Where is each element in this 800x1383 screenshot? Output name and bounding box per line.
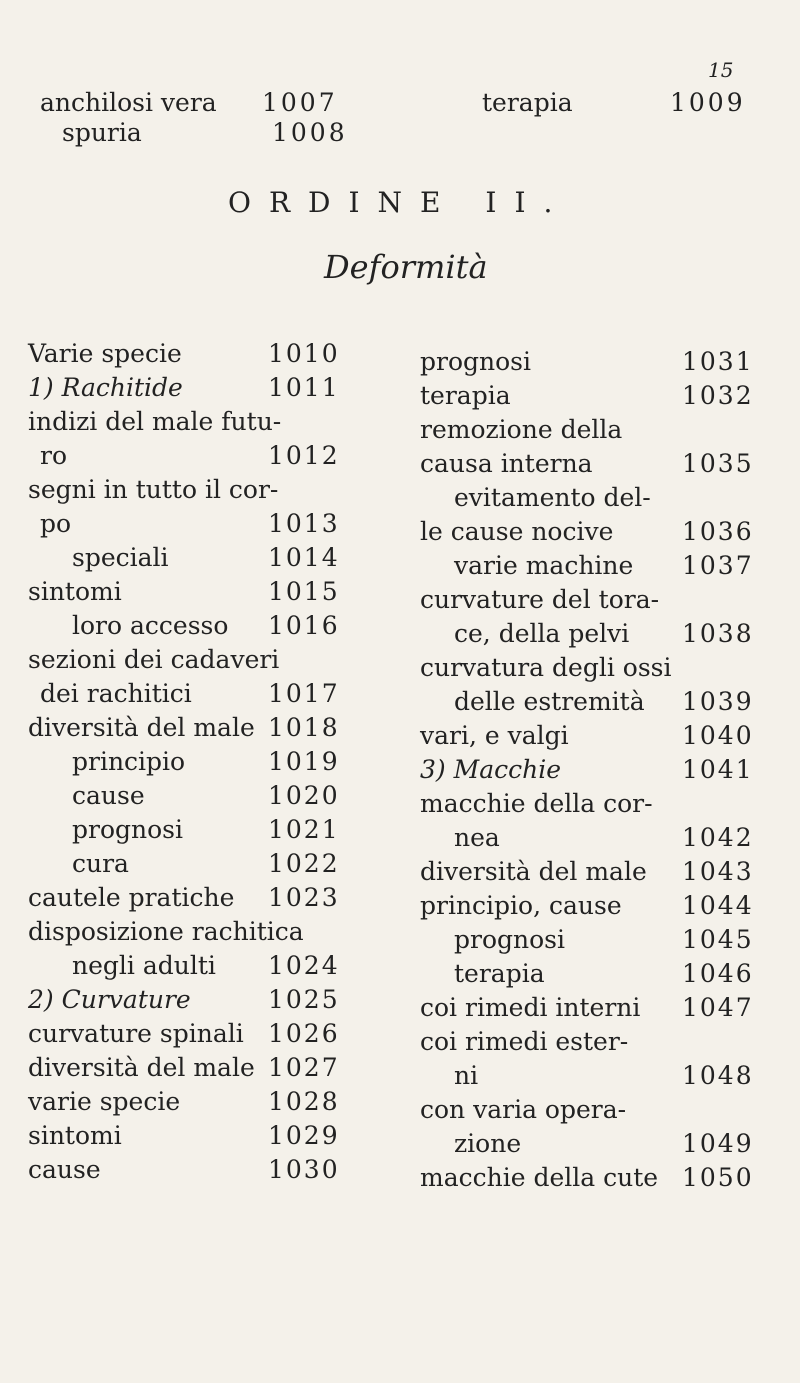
entry-page-number: 1017 <box>268 679 340 708</box>
entry-label: 3) Macchie <box>420 755 562 784</box>
left-index-column <box>28 337 358 1187</box>
entry-label: negli adulti <box>72 951 216 980</box>
index-entry <box>420 617 780 651</box>
index-entry <box>420 991 780 1025</box>
entry-label: diversità del male <box>28 713 255 742</box>
entry-label: con varia opera- <box>420 1095 627 1124</box>
entry-label: coi rimedi interni <box>420 993 641 1022</box>
entry-page-number: 1010 <box>268 339 340 368</box>
index-entry <box>28 541 358 575</box>
header-mid-top: 1007 <box>262 88 338 117</box>
entry-label: evitamento del- <box>454 483 651 512</box>
index-entry <box>28 405 358 439</box>
entry-page-number: 1035 <box>682 449 754 478</box>
index-entry <box>28 1051 358 1085</box>
entry-label: prognosi <box>72 815 183 844</box>
entry-label: dei rachitici <box>40 679 192 708</box>
entry-page-number: 1028 <box>268 1087 340 1116</box>
header-right-label: terapia <box>482 88 573 117</box>
entry-page-number: 1045 <box>682 925 754 954</box>
entry-page-number: 1039 <box>682 687 754 716</box>
entry-page-number: 1046 <box>682 959 754 988</box>
entry-page-number: 1011 <box>268 373 340 402</box>
entry-page-number: 1014 <box>268 543 340 572</box>
index-entry <box>420 413 780 447</box>
entry-page-number: 1018 <box>268 713 340 742</box>
index-entry <box>28 1085 358 1119</box>
entry-label: varie machine <box>454 551 634 580</box>
entry-page-number: 1042 <box>682 823 754 852</box>
entry-page-number: 1025 <box>268 985 340 1014</box>
index-entry <box>420 1127 780 1161</box>
entry-page-number: 1012 <box>268 441 340 470</box>
header-left-top: anchilosi vera <box>40 88 217 117</box>
index-entry <box>28 337 358 371</box>
index-entry <box>28 881 358 915</box>
entry-page-number: 1050 <box>682 1163 754 1192</box>
index-entry <box>420 481 780 515</box>
entry-label: macchie della cor- <box>420 789 653 818</box>
index-entry <box>420 855 780 889</box>
entry-label: ni <box>454 1061 479 1090</box>
index-entry <box>420 583 780 617</box>
entry-page-number: 1021 <box>268 815 340 844</box>
header-left-bottom: spuria <box>62 118 142 147</box>
entry-page-number: 1038 <box>682 619 754 648</box>
right-index-column <box>420 345 780 1195</box>
order-heading: ORDINE II. <box>228 186 571 219</box>
entry-label: zione <box>454 1129 522 1158</box>
index-entry <box>420 1093 780 1127</box>
index-entry <box>420 889 780 923</box>
index-entry <box>28 983 358 1017</box>
entry-page-number: 1049 <box>682 1129 754 1158</box>
entry-label: ce, della pelvi <box>454 619 630 648</box>
entry-label: nea <box>454 823 500 852</box>
entry-label: 2) Curvature <box>28 985 191 1014</box>
entry-label: macchie della cute <box>420 1163 659 1192</box>
entry-label: prognosi <box>420 347 531 376</box>
entry-label: diversità del male <box>28 1053 255 1082</box>
entry-label: diversità del male <box>420 857 647 886</box>
index-entry <box>28 439 358 473</box>
index-entry <box>28 643 358 677</box>
index-entry <box>420 345 780 379</box>
entry-label: curvatura degli ossi <box>420 653 672 682</box>
entry-label: curvature del tora- <box>420 585 660 614</box>
index-entry <box>28 1017 358 1051</box>
entry-page-number: 1027 <box>268 1053 340 1082</box>
entry-label: speciali <box>72 543 169 572</box>
entry-page-number: 1040 <box>682 721 754 750</box>
entry-label: terapia <box>420 381 511 410</box>
entry-label: disposizione rachitica <box>28 917 304 946</box>
index-entry <box>28 677 358 711</box>
entry-label: sintomi <box>28 577 122 606</box>
entry-page-number: 1030 <box>268 1155 340 1184</box>
entry-page-number: 1029 <box>268 1121 340 1150</box>
entry-page-number: 1015 <box>268 577 340 606</box>
entry-label: principio, cause <box>420 891 622 920</box>
entry-label: terapia <box>454 959 545 988</box>
index-entry <box>28 847 358 881</box>
index-entry <box>420 1025 780 1059</box>
index-entry <box>28 813 358 847</box>
entry-label: coi rimedi ester- <box>420 1027 629 1056</box>
entry-label: delle estremità <box>454 687 645 716</box>
entry-label: indizi del male futu- <box>28 407 282 436</box>
index-entry <box>420 549 780 583</box>
index-entry <box>420 685 780 719</box>
entry-label: vari, e valgi <box>420 721 569 750</box>
entry-page-number: 1031 <box>682 347 754 376</box>
index-entry <box>420 787 780 821</box>
entry-label: principio <box>72 747 186 776</box>
entry-label: Varie specie <box>28 339 182 368</box>
index-entry <box>28 949 358 983</box>
entry-page-number: 1036 <box>682 517 754 546</box>
entry-label: sezioni dei cadaveri <box>28 645 280 674</box>
entry-label: cause <box>28 1155 101 1184</box>
entry-label: remozione della <box>420 415 623 444</box>
page-number: 15 <box>708 58 734 82</box>
index-entry <box>28 1153 358 1187</box>
index-entry <box>420 821 780 855</box>
entry-label: segni in tutto il cor- <box>28 475 279 504</box>
entry-page-number: 1020 <box>268 781 340 810</box>
index-entry <box>28 745 358 779</box>
entry-label: prognosi <box>454 925 565 954</box>
entry-label: varie specie <box>28 1087 181 1116</box>
index-entry <box>28 1119 358 1153</box>
entry-page-number: 1048 <box>682 1061 754 1090</box>
header-mid-bottom: 1008 <box>272 118 348 147</box>
index-entry <box>28 575 358 609</box>
entry-page-number: 1032 <box>682 381 754 410</box>
entry-label: po <box>40 509 72 538</box>
index-entry <box>420 753 780 787</box>
entry-page-number: 1019 <box>268 747 340 776</box>
header-right-num: 1009 <box>670 88 746 117</box>
entry-page-number: 1044 <box>682 891 754 920</box>
index-entry <box>28 371 358 405</box>
entry-label: cura <box>72 849 129 878</box>
index-entry <box>28 609 358 643</box>
index-entry <box>420 923 780 957</box>
entry-label: 1) Rachitide <box>28 373 183 402</box>
entry-page-number: 1047 <box>682 993 754 1022</box>
index-entry <box>420 719 780 753</box>
entry-label: loro accesso <box>72 611 229 640</box>
entry-page-number: 1022 <box>268 849 340 878</box>
index-entry <box>28 915 358 949</box>
index-entry <box>420 651 780 685</box>
index-entry <box>28 779 358 813</box>
entry-page-number: 1026 <box>268 1019 340 1048</box>
index-entry <box>420 1161 780 1195</box>
entry-label: cautele pratiche <box>28 883 235 912</box>
index-entry <box>28 473 358 507</box>
entry-page-number: 1037 <box>682 551 754 580</box>
index-entry <box>420 957 780 991</box>
section-subtitle: Deformità <box>324 248 488 286</box>
entry-page-number: 1023 <box>268 883 340 912</box>
entry-page-number: 1024 <box>268 951 340 980</box>
entry-page-number: 1041 <box>682 755 754 784</box>
index-entry <box>420 515 780 549</box>
entry-label: sintomi <box>28 1121 122 1150</box>
index-entry <box>28 711 358 745</box>
index-entry <box>420 447 780 481</box>
entry-page-number: 1043 <box>682 857 754 886</box>
entry-label: causa interna <box>420 449 593 478</box>
entry-page-number: 1016 <box>268 611 340 640</box>
entry-page-number: 1013 <box>268 509 340 538</box>
index-entry <box>420 1059 780 1093</box>
entry-label: cause <box>72 781 145 810</box>
entry-label: ro <box>40 441 68 470</box>
index-entry <box>28 507 358 541</box>
entry-label: le cause nocive <box>420 517 614 546</box>
index-entry <box>420 379 780 413</box>
entry-label: curvature spinali <box>28 1019 244 1048</box>
